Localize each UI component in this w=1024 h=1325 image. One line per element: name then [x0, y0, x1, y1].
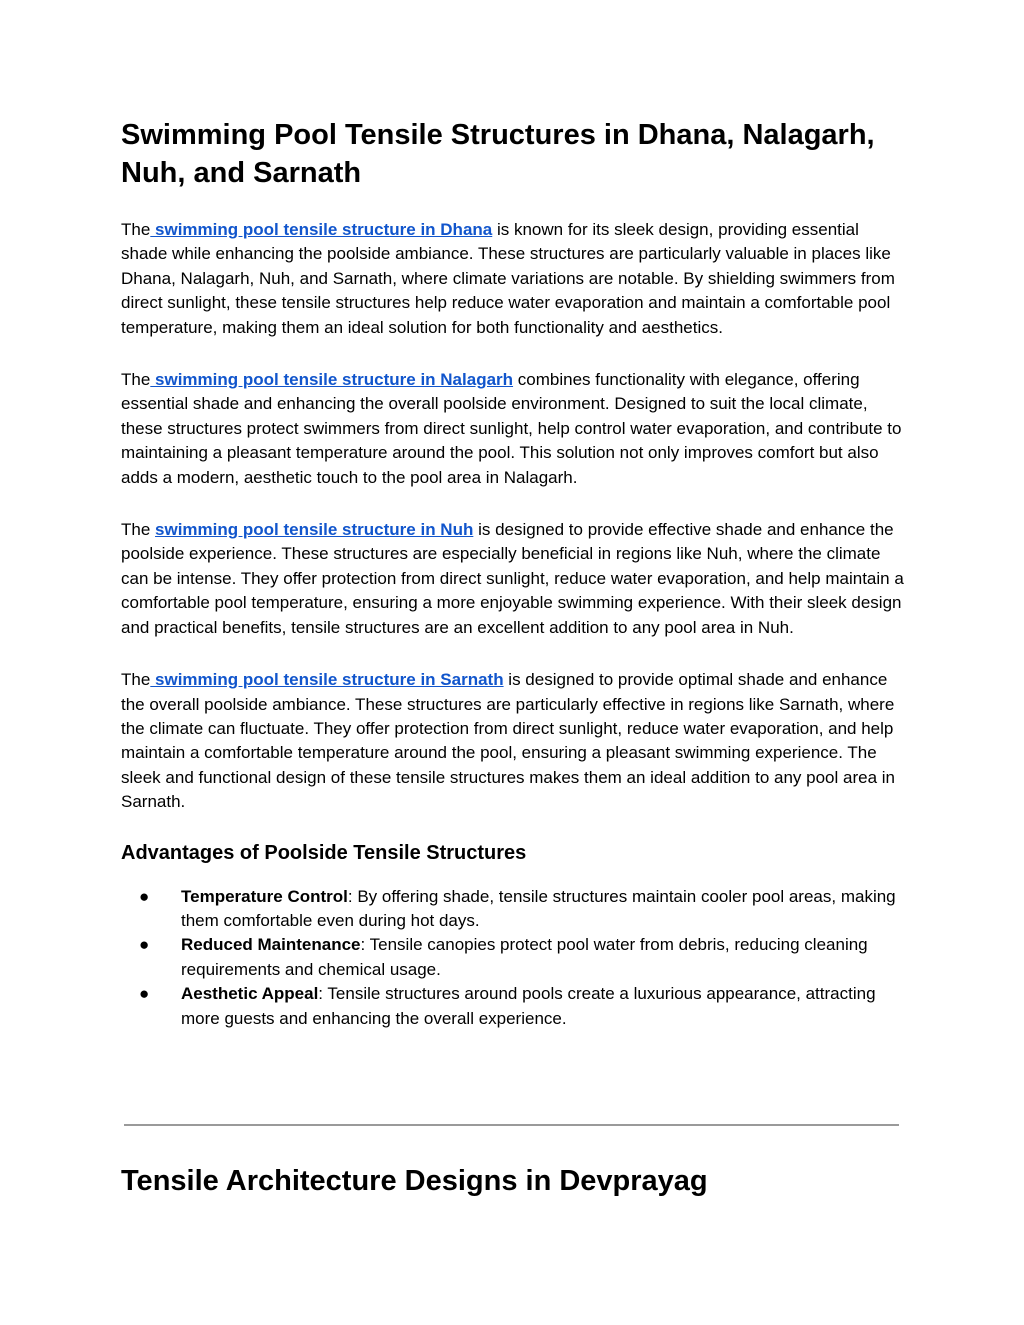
paragraph-body: is designed to provide optimal shade and enhance the overall poolside ambiance. These structures are particularly effective in regions like Sarnath, where the climate can fluctuate. They offer protection from direct sunlight, reduce water evaporation, and help maintain a comfortable temperature around the pool, ensuring a pleasant swimming experience. The sleek and functional design of these tensile structures makes them an ideal addition to any pool area in Sarnath. — [121, 670, 895, 812]
paragraph-body: is known for its sleek design, providing essential shade while enhancing the poolside ambiance. These structures are particularly valuable in places like Dhana, Nalagarh, Nuh, and Sarnath, where climate variations are notable. By shielding swimmers from direct sunlight, these tensile structures help reduce water evaporation and maintain a comfortable pool temperature, making them an ideal solution for both functionality and aesthetics. — [121, 220, 895, 337]
document-content — [121, 116, 906, 1031]
link-nalagarh[interactable]: swimming pool tensile structure in Nalagarh — [150, 370, 514, 390]
link-sarnath[interactable]: swimming pool tensile structure in Sarnath — [150, 670, 504, 690]
list-item — [121, 885, 906, 934]
advantages-list — [121, 885, 906, 1031]
page-title: Swimming Pool Tensile Structures in Dhana, Nalagarh, Nuh, and Sarnath — [121, 119, 875, 189]
advantage-text: : Tensile canopies protect pool water from debris, reducing cleaning requirements and chemical usage. — [181, 935, 868, 979]
advantage-term: Aesthetic Appeal — [181, 984, 319, 1004]
link-nuh[interactable]: swimming pool tensile structure in Nuh — [155, 520, 474, 540]
bullet-icon: ● — [139, 984, 150, 1004]
horizontal-divider — [124, 1124, 899, 1126]
advantage-text: : By offering shade, tensile structures maintain cooler pool areas, making them comfortable even during hot days. — [181, 886, 896, 930]
paragraph-body: combines functionality with elegance, offering essential shade and enhancing the overall poolside environment. Designed to suit the local climate, these structures protect swimmers from direct sunlight, help control water evaporation, and contribute to maintaining a pleasant temperature around the pool. This solution not only improves comfort but also adds a modern, aesthetic touch to the pool area in Nalagarh. — [121, 370, 902, 487]
list-item — [121, 982, 906, 1031]
paragraph-lead: The — [121, 370, 151, 390]
section-title: Tensile Architecture Designs in Devprayag — [121, 1165, 708, 1197]
paragraph-dhana — [121, 218, 906, 340]
paragraph-lead: The — [121, 670, 151, 690]
advantages-heading: Advantages of Poolside Tensile Structures — [121, 841, 527, 864]
bullet-icon: ● — [139, 886, 150, 906]
paragraph-nalagarh — [121, 368, 906, 490]
link-dhana[interactable]: swimming pool tensile structure in Dhana — [150, 220, 493, 239]
paragraph-body: is designed to provide effective shade and enhance the poolside experience. These structures are especially beneficial in regions like Nuh, where the climate can be intense. They offer protection from direct sunlight, reduce water evaporation, and help maintain a comfortable pool temperature, ensuring a more enjoyable swimming experience. With their sleek design and practical benefits, tensile structures are an excellent addition to any pool area in Nuh. — [121, 520, 904, 637]
advantage-term: Reduced Maintenance — [181, 935, 361, 955]
bullet-icon: ● — [139, 935, 150, 955]
advantage-text: : Tensile structures around pools create a luxurious appearance, attracting more guests and enhancing the overall experience. — [181, 984, 876, 1028]
paragraph-sarnath — [121, 668, 906, 814]
paragraph-nuh — [121, 518, 906, 640]
list-item — [121, 933, 906, 982]
paragraph-lead: The — [121, 220, 151, 239]
advantage-term: Temperature Control — [181, 886, 348, 906]
paragraph-lead: The — [121, 520, 156, 540]
